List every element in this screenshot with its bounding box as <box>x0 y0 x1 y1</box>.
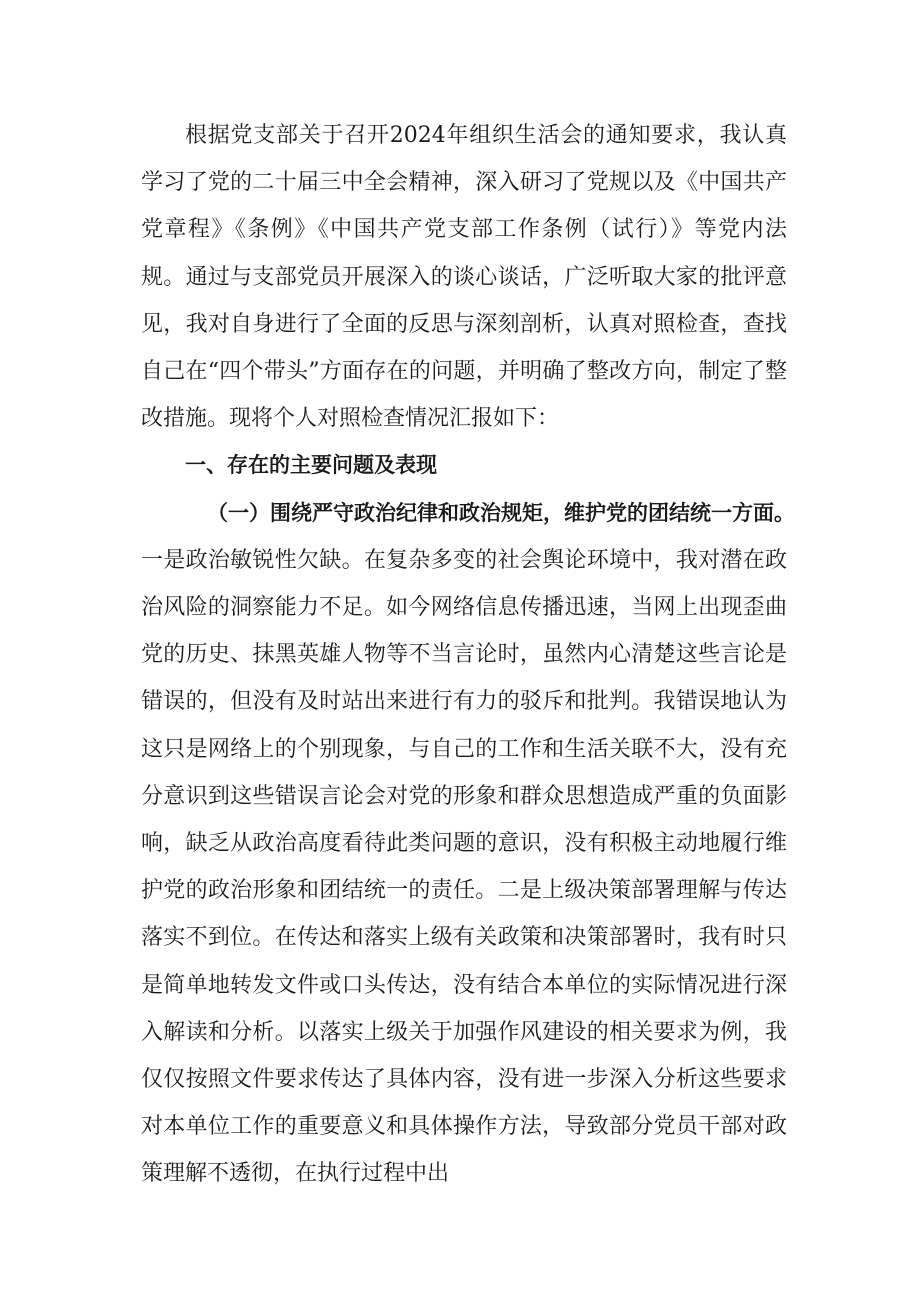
intro-paragraph: 根据党支部关于召开2024年组织生活会的通知要求，我认真学习了党的二十届三中全会精神，深入研习了党规以及《中国共产党章程》《条例》《中国共产党支部工作条例（试行）》等党内法规。通过与支部党员开展深入的谈心谈话，广泛听取大家的批评意见，我对自身进行了全面的反思与深刻剖析，认真对照检查，查找自己在“四个带头”方面存在的问题，并明确了整改方向，制定了整改措施。现将个人对照检查情况汇报如下： <box>141 123 787 432</box>
subsection-heading: （一）围绕严守政治纪律和政治规矩，维护党的团结统一方面。 <box>207 500 795 525</box>
document-body <box>141 112 795 1198</box>
section-heading: 一、存在的主要问题及表现 <box>185 453 437 478</box>
body-paragraph: 一是政治敏锐性欠缺。在复杂多变的社会舆论环境中，我对潜在政治风险的洞察能力不足。如今网络信息传播迅速，当网上出现歪曲党的历史、抹黑英雄人物等不当言论时，虽然内心清楚这些言论是错误的，但没有及时站出来进行有力的驳斥和批判。我错误地认为这只是网络上的个别现象，与自己的工作和生活关联不大，没有充分意识到这些错误言论会对党的形象和群众思想造成严重的负面影响，缺乏从政治高度看待此类问题的意识，没有积极主动地履行维护党的政治形象和团结统一的责任。二是上级决策部署理解与传达落实不到位。在传达和落实上级有关政策和决策部署时，我有时只是简单地转发文件或口头传达，没有结合本单位的实际情况进行深入解读和分析。以落实上级关于加强作风建设的相关要求为例，我仅仅按照文件要求传达了具体内容，没有进一步深入分析这些要求对本单位工作的重要意义和具体操作方法，导致部分党员干部对政策理解不透彻，在执行过程中出 <box>141 547 787 1187</box>
